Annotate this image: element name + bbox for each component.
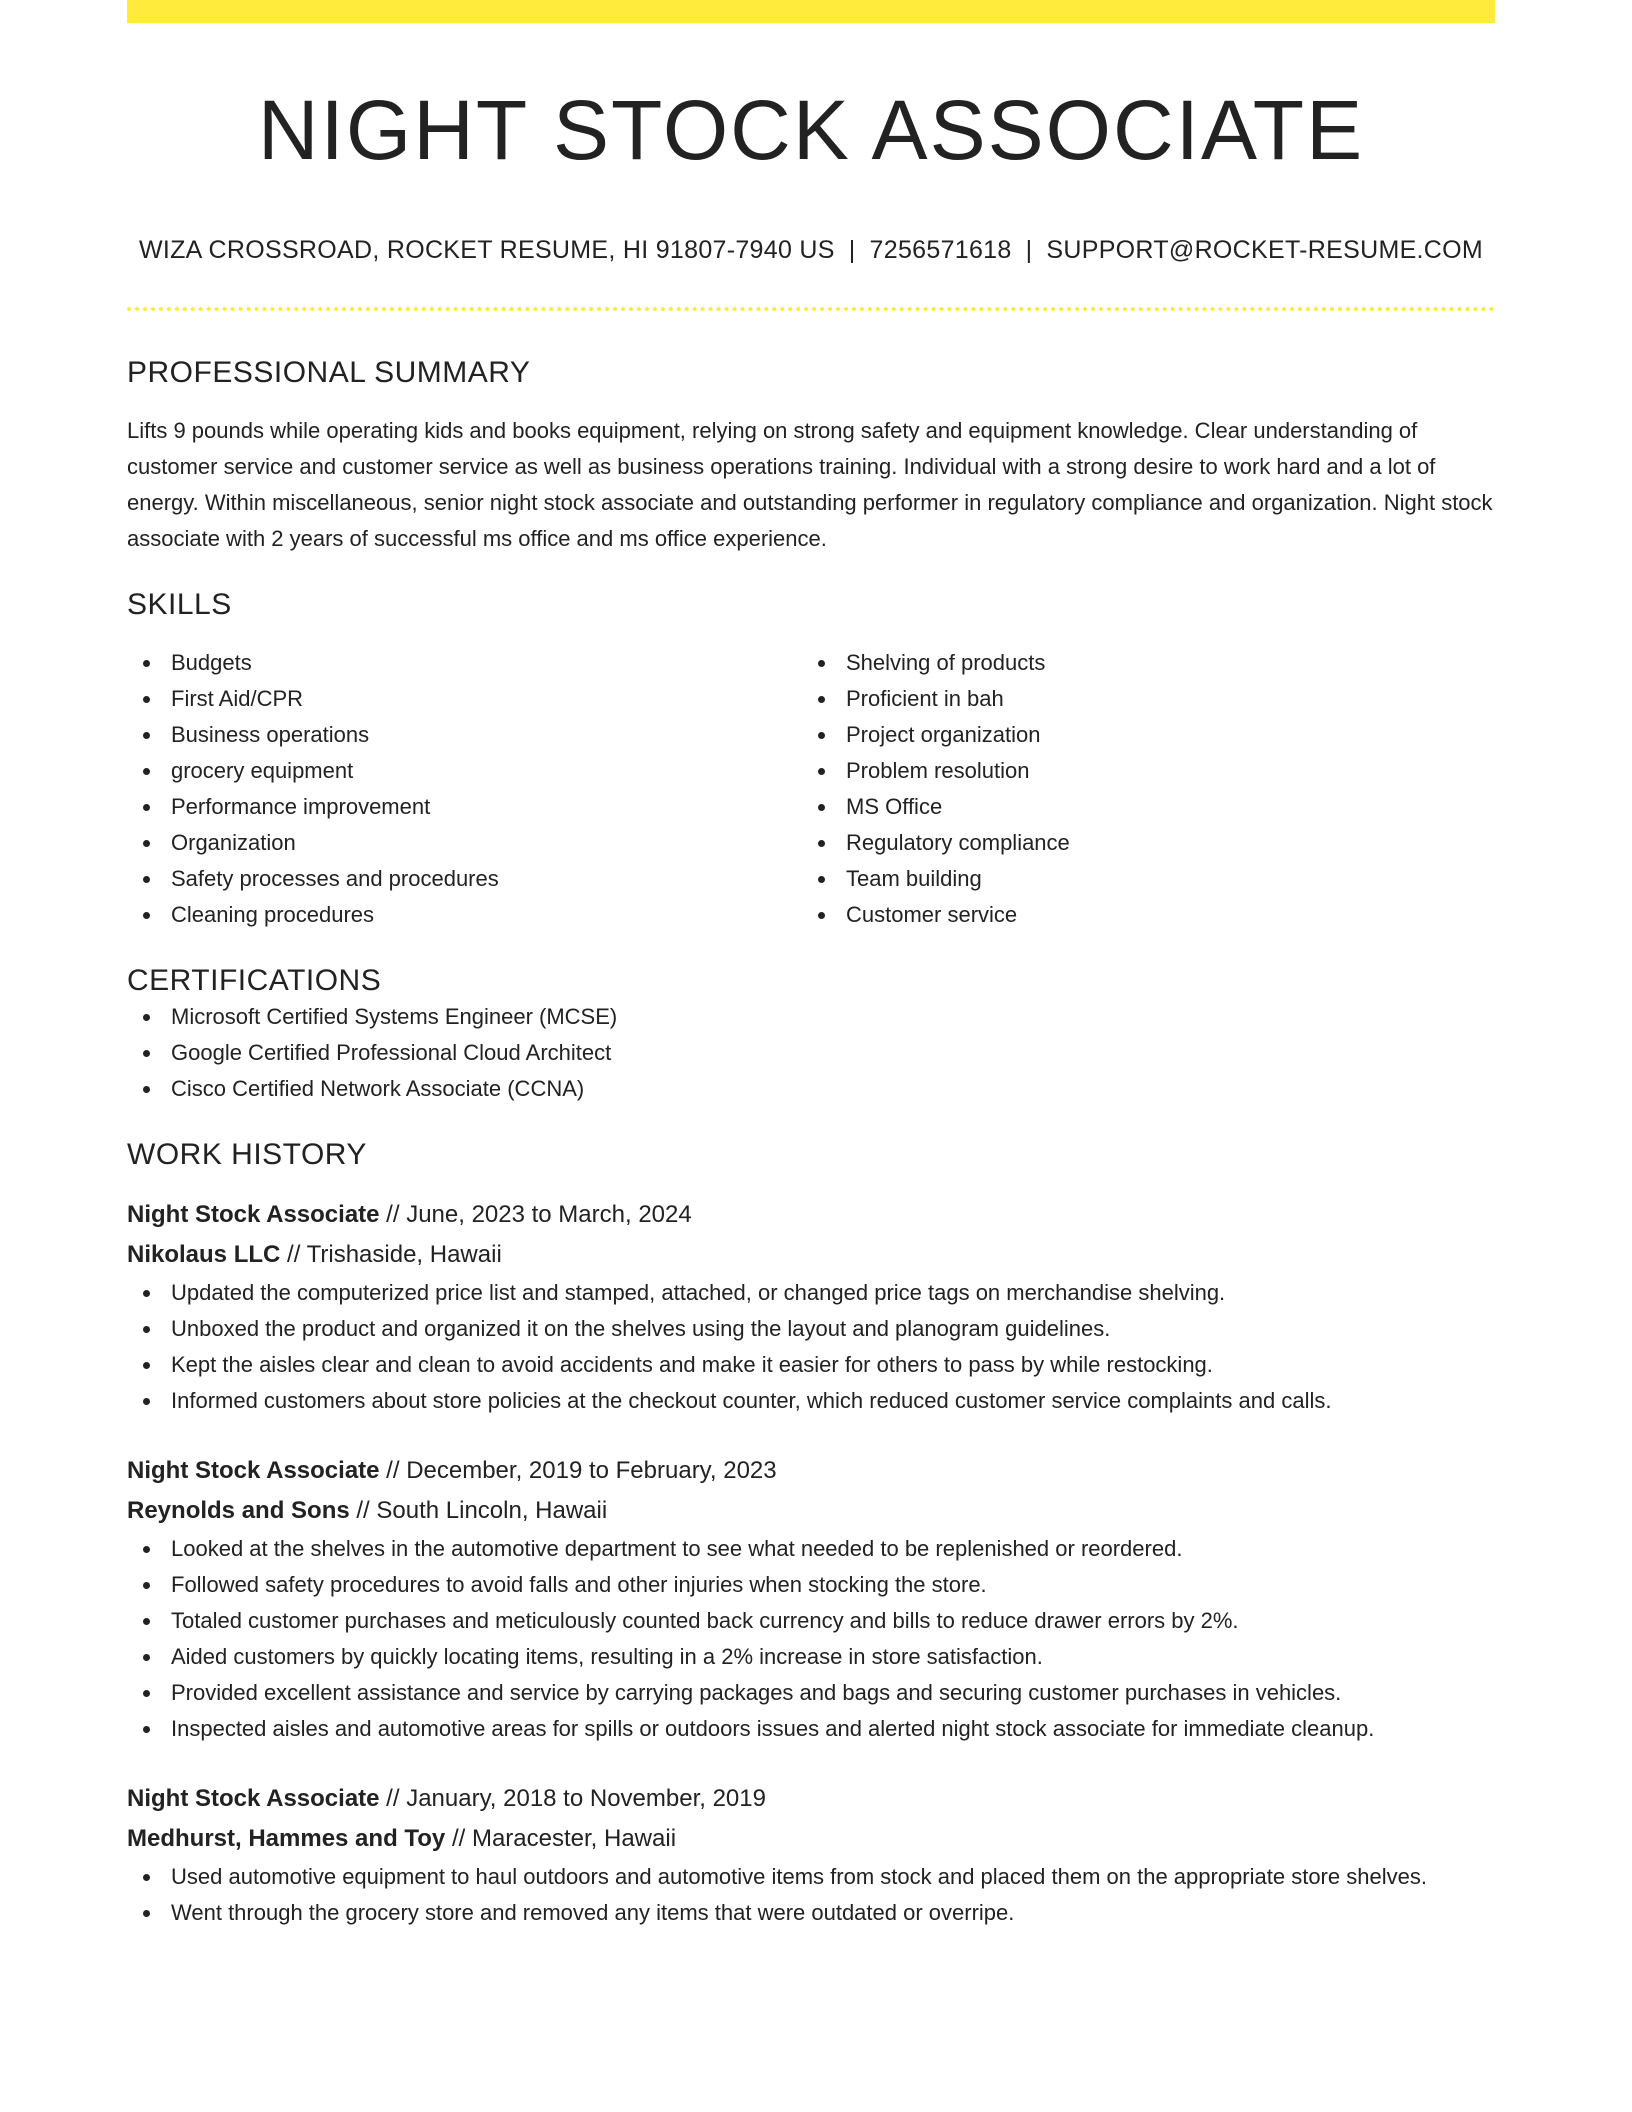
job-title: Night Stock Associate	[127, 1785, 380, 1812]
job-title-line	[127, 1451, 1495, 1491]
contact-email: SUPPORT@ROCKET-RESUME.COM	[1046, 236, 1484, 264]
job-entry	[127, 1451, 1495, 1747]
job-duties-list	[127, 1531, 1495, 1747]
job-company-line	[127, 1235, 1495, 1275]
job-title: Night Stock Associate	[127, 1457, 380, 1484]
skill-item: MS Office	[802, 789, 1477, 825]
work-history-heading: WORK HISTORY	[127, 1138, 367, 1171]
dotted-divider	[127, 307, 1495, 311]
job-duty-item: Used automotive equipment to haul outdoors and automotive items from stock and placed them on the appropriate store shelves.	[127, 1859, 1495, 1895]
job-location: // Trishaside, Hawaii	[280, 1241, 502, 1268]
job-duty-item: Followed safety procedures to avoid falls and other injuries when stocking the store.	[127, 1567, 1495, 1603]
skill-item: Problem resolution	[802, 753, 1477, 789]
skill-item: Safety processes and procedures	[127, 861, 802, 897]
skill-item: Performance improvement	[127, 789, 802, 825]
job-company: Nikolaus LLC	[127, 1241, 281, 1268]
skills-column-right	[802, 645, 1477, 933]
job-dates: // January, 2018 to November, 2019	[379, 1785, 766, 1812]
job-company: Reynolds and Sons	[127, 1497, 350, 1524]
certifications-heading: CERTIFICATIONS	[127, 964, 382, 997]
job-duty-item: Kept the aisles clear and clean to avoid accidents and make it easier for others to pass by while restocking.	[127, 1347, 1495, 1383]
contact-separator: |	[848, 236, 856, 264]
job-duty-item: Totaled customer purchases and meticulously counted back currency and bills to reduce drawer errors by 2%.	[127, 1603, 1495, 1639]
contact-phone: 7256571618	[869, 236, 1012, 264]
job-company: Medhurst, Hammes and Toy	[127, 1825, 446, 1852]
skills-column-left	[127, 645, 802, 933]
job-location: // Maracester, Hawaii	[445, 1825, 677, 1852]
contact-separator: |	[1025, 236, 1033, 264]
job-dates: // June, 2023 to March, 2024	[379, 1201, 692, 1228]
skill-item: Team building	[802, 861, 1477, 897]
summary-text: Lifts 9 pounds while operating kids and books equipment, relying on strong safety and equipment knowledge. Clear understanding of customer service and customer service as well as business operations training. Individual with a strong desire to work hard and a lot of energy. Within miscellaneous, senior night stock associate and outstanding performer in regulatory compliance and organization. Night stock associate with 2 years of successful ms office and ms office experience.	[127, 418, 1493, 551]
job-location: // South Lincoln, Hawaii	[349, 1497, 608, 1524]
job-duty-item: Informed customers about store policies at the checkout counter, which reduced customer service complaints and calls.	[127, 1383, 1495, 1419]
job-title-line	[127, 1779, 1495, 1819]
job-title: Night Stock Associate	[127, 1201, 380, 1228]
skill-item: Shelving of products	[802, 645, 1477, 681]
job-duty-item: Inspected aisles and automotive areas for spills or outdoors issues and alerted night stock associate for immediate cleanup.	[127, 1711, 1495, 1747]
certification-item: Cisco Certified Network Associate (CCNA)	[127, 1071, 1495, 1107]
skill-item: Organization	[127, 825, 802, 861]
contact-line	[127, 234, 1495, 266]
skill-item: Customer service	[802, 897, 1477, 933]
job-dates: // December, 2019 to February, 2023	[379, 1457, 777, 1484]
job-entry	[127, 1779, 1495, 1931]
resume-content	[127, 0, 1495, 1931]
certification-item: Microsoft Certified Systems Engineer (MCSE)	[127, 999, 1495, 1035]
job-duty-item: Provided excellent assistance and service by carrying packages and bags and securing customer purchases in vehicles.	[127, 1675, 1495, 1711]
skills-columns	[127, 645, 1495, 933]
job-company-line	[127, 1491, 1495, 1531]
skills-list-left	[127, 645, 802, 933]
job-duties-list	[127, 1275, 1495, 1419]
skill-item: Regulatory compliance	[802, 825, 1477, 861]
skill-item: Project organization	[802, 717, 1477, 753]
certification-item: Google Certified Professional Cloud Architect	[127, 1035, 1495, 1071]
skills-list-right	[802, 645, 1477, 933]
skill-item: Business operations	[127, 717, 802, 753]
job-company-line	[127, 1819, 1495, 1859]
job-duty-item: Aided customers by quickly locating items, resulting in a 2% increase in store satisfaction.	[127, 1639, 1495, 1675]
contact-address: WIZA CROSSROAD, ROCKET RESUME, HI 91807-7940 US	[138, 236, 835, 264]
skill-item: grocery equipment	[127, 753, 802, 789]
job-duty-item: Went through the grocery store and removed any items that were outdated or overripe.	[127, 1895, 1495, 1931]
candidate-name: NIGHT STOCK ASSOCIATE	[257, 83, 1365, 177]
job-duty-item: Unboxed the product and organized it on the shelves using the layout and planogram guidelines.	[127, 1311, 1495, 1347]
job-duties-list	[127, 1859, 1495, 1931]
skill-item: First Aid/CPR	[127, 681, 802, 717]
skills-heading: SKILLS	[127, 588, 232, 621]
skill-item: Budgets	[127, 645, 802, 681]
job-duty-item: Updated the computerized price list and stamped, attached, or changed price tags on merchandise shelving.	[127, 1275, 1495, 1311]
summary-heading: PROFESSIONAL SUMMARY	[127, 356, 531, 389]
job-duty-item: Looked at the shelves in the automotive department to see what needed to be replenished or reordered.	[127, 1531, 1495, 1567]
skill-item: Proficient in bah	[802, 681, 1477, 717]
job-title-line	[127, 1195, 1495, 1235]
skill-item: Cleaning procedures	[127, 897, 802, 933]
certifications-list	[127, 999, 1495, 1107]
job-entry	[127, 1195, 1495, 1419]
